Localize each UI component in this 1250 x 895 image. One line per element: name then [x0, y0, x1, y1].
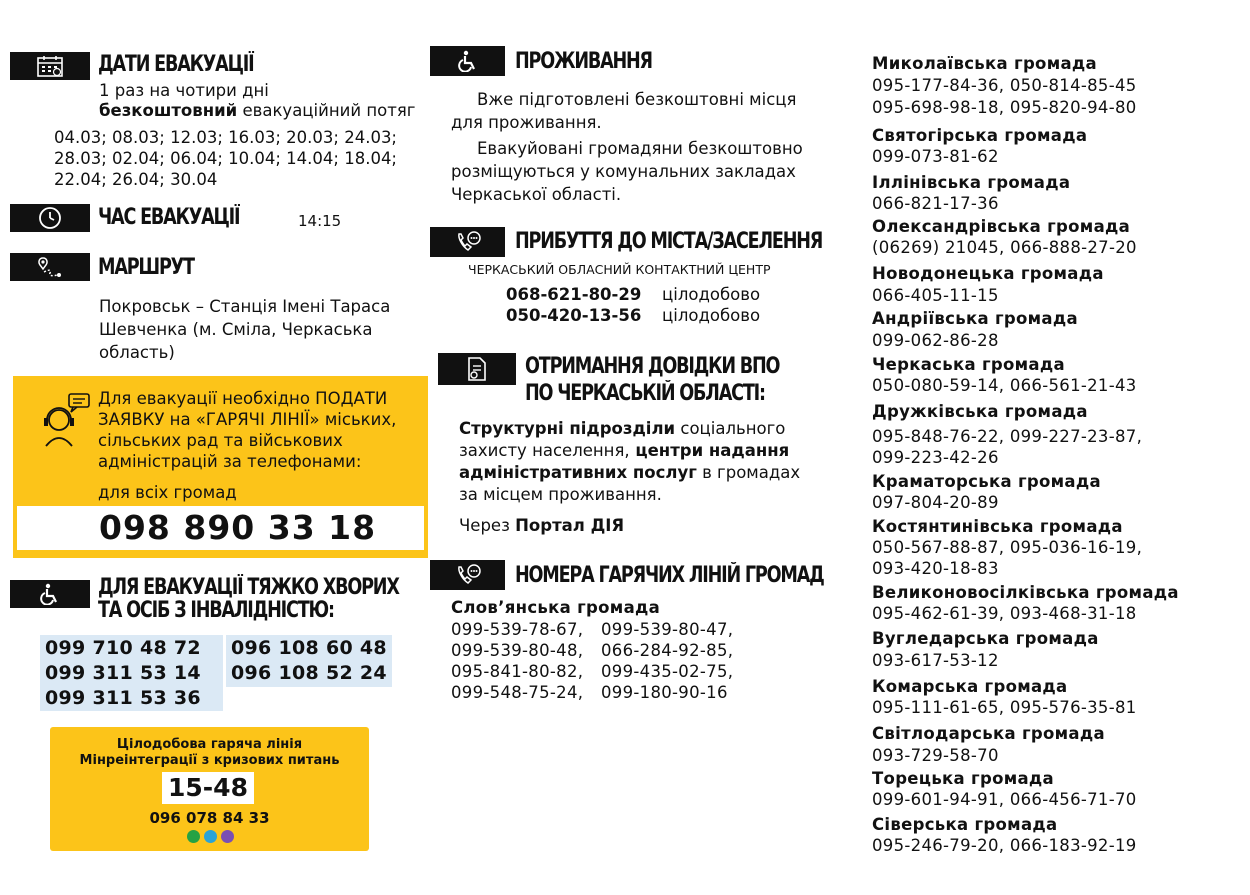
idp-line-1: [459, 418, 785, 440]
messenger-icons: [184, 830, 236, 844]
arrival-phone-1[interactable]: 068-621-80-29: [506, 285, 642, 304]
wheelchair-icon: [457, 50, 479, 72]
route-pin-icon: [36, 256, 64, 278]
whatsapp-icon[interactable]: [187, 830, 200, 843]
main-phone-strip: [17, 506, 424, 550]
document-icon-box: [438, 353, 516, 385]
community-phones[interactable]: 093-729-58-70: [872, 746, 999, 765]
viber-icon[interactable]: [221, 830, 234, 843]
dates-list-3: 22.04; 26.04; 30.04: [54, 170, 218, 189]
idp-protection: захисту населення,: [459, 441, 630, 460]
route-icon-box: [10, 253, 90, 281]
community-phones[interactable]: 095-462-61-39, 093-468-31-18: [872, 604, 1137, 623]
community-name: Іллінівська громада: [872, 173, 1071, 192]
free-label: безкоштовний: [99, 101, 238, 120]
sloviansk-phone[interactable]: 099-180-90-16: [601, 683, 728, 702]
wheelchair-icon: [39, 583, 61, 605]
calendar-icon: [36, 55, 64, 77]
community-name: Краматорська громада: [872, 472, 1101, 491]
dates-list-2: 28.03; 02.04; 06.04; 10.04; 14.04; 18.04;: [54, 149, 397, 168]
call-center-icon: [33, 390, 95, 450]
sloviansk-phone[interactable]: 099-435-02-75,: [601, 662, 734, 681]
phone-chat-icon: [454, 563, 482, 587]
community-phones[interactable]: 095-177-84-36, 050-814-85-45: [872, 76, 1137, 95]
idp-title-2: ПО ЧЕРКАСЬКІЙ ОБЛАСТІ:: [525, 381, 765, 406]
community-phones[interactable]: 066-405-11-15: [872, 286, 999, 305]
idp-centers: центри надання: [629, 441, 790, 460]
community-phones[interactable]: 093-617-53-12: [872, 651, 999, 670]
community-name: Комарська громада: [872, 677, 1068, 696]
community-name: Світлодарська громада: [872, 724, 1105, 743]
idp-line-2: [459, 440, 789, 462]
idp-line-4: за місцем проживання.: [459, 485, 662, 504]
community-name: Новодонецька громада: [872, 264, 1104, 283]
clock-icon: [38, 206, 62, 230]
arrival-note-2: цілодобово: [662, 306, 761, 325]
route-title: МАРШРУТ: [98, 255, 194, 280]
community-name: Костянтинівська громада: [872, 517, 1123, 536]
idp-structural-units: Структурні підрозділи: [459, 419, 676, 438]
telegram-icon[interactable]: [204, 830, 217, 843]
idp-diia-line: [459, 515, 624, 537]
contact-center-name: ЧЕРКАСЬКИЙ ОБЛАСНИЙ КОНТАКТНИЙ ЦЕНТР: [468, 262, 771, 277]
community-name: Вугледарська громада: [872, 629, 1099, 648]
arrival-title: ПРИБУТТЯ ДО МІСТА/ЗАСЕЛЕННЯ: [515, 229, 823, 254]
sloviansk-phone[interactable]: 095-841-80-82,: [451, 662, 584, 681]
idp-social: соціального: [675, 419, 786, 438]
housing-line-1: Вже підготовлені безкоштовні місця: [477, 90, 797, 109]
community-phones[interactable]: 095-698-98-18, 095-820-94-80: [872, 98, 1137, 117]
idp-title-1: ОТРИМАННЯ ДОВІДКИ ВПО: [525, 354, 780, 379]
arrival-note-1: цілодобово: [662, 285, 761, 304]
application-box: [13, 376, 428, 558]
disabled-phone-5[interactable]: 096 108 52 24: [231, 662, 387, 684]
community-name: Святогірська громада: [872, 126, 1088, 145]
community-phones[interactable]: 093-420-18-83: [872, 559, 999, 578]
route-line-2: Шевченка (м. Сміла, Черкаська: [99, 320, 373, 339]
hotline-box: [50, 727, 369, 851]
community-name: Сіверська громада: [872, 815, 1058, 834]
community-name: Миколаївська громада: [872, 54, 1097, 73]
community-phones[interactable]: 099-223-42-26: [872, 448, 999, 467]
community-phones[interactable]: 099-073-81-62: [872, 147, 999, 166]
idp-communities: в громадах: [696, 463, 801, 482]
community-phones[interactable]: (06269) 21045, 066-888-27-20: [872, 238, 1137, 257]
disabled-phones-left: [40, 635, 223, 711]
community-phones[interactable]: 097-804-20-89: [872, 493, 999, 512]
main-phone-number[interactable]: 098 890 33 18: [99, 508, 377, 547]
dates-train-line: [99, 100, 415, 122]
hotline-phone[interactable]: 096 078 84 33: [149, 809, 270, 827]
application-line-1: Для евакуації необхідно ПОДАТИ: [98, 389, 388, 408]
housing-line-2: для проживання.: [451, 113, 602, 132]
community-phones[interactable]: 050-080-59-14, 066-561-21-43: [872, 376, 1137, 395]
sloviansk-phone[interactable]: 099-548-75-24,: [451, 683, 584, 702]
time-value: 14:15: [298, 212, 342, 230]
sloviansk-phone[interactable]: 099-539-80-47,: [601, 620, 734, 639]
short-number[interactable]: 15-48: [162, 772, 254, 804]
idp-via: Через: [459, 516, 516, 535]
sloviansk-phone[interactable]: 099-539-80-48,: [451, 641, 584, 660]
community-name: Великоновосілківська громада: [872, 583, 1179, 602]
phone-icon-box-2: [430, 560, 505, 590]
idp-admin-services: адміністративних послуг: [459, 463, 697, 482]
hotline-line-1: Цілодобова гаряча лінія: [116, 737, 303, 752]
diia-portal-link[interactable]: Портал ДІЯ: [515, 516, 625, 535]
community-phones[interactable]: 099-062-86-28: [872, 331, 999, 350]
community-phones[interactable]: 099-601-94-91, 066-456-71-70: [872, 790, 1137, 809]
disabled-phone-1[interactable]: 099 710 48 72: [45, 637, 201, 659]
disabled-phone-4[interactable]: 096 108 60 48: [231, 637, 387, 659]
calendar-icon-box: [10, 52, 90, 80]
idp-line-3: [459, 462, 800, 484]
community-name: Андріївська громада: [872, 309, 1078, 328]
housing-line-4: розміщуються у комунальних закладах: [451, 162, 796, 181]
housing-line-5: Черкаської області.: [451, 185, 622, 204]
dates-frequency: 1 раз на чотири дні: [99, 81, 269, 100]
time-title: ЧАС ЕВАКУАЦІЇ: [98, 205, 240, 230]
application-line-4: адміністрацій за телефонами:: [98, 452, 362, 471]
all-communities-label: для всіх громад: [98, 483, 237, 502]
clock-icon-box: [10, 204, 90, 232]
community-phones[interactable]: 095-246-79-20, 066-183-92-19: [872, 836, 1137, 855]
application-line-2: ЗАЯВКУ на «ГАРЯЧІ ЛІНІЇ» міських,: [98, 410, 397, 429]
document-check-icon: [465, 356, 489, 382]
community-name-sloviansk: Слов’янська громада: [451, 598, 661, 617]
sloviansk-phone[interactable]: 099-539-78-67,: [451, 620, 584, 639]
community-name: Олександрівська громада: [872, 217, 1131, 236]
community-name: Торецька громада: [872, 769, 1054, 788]
wheelchair-icon-box-2: [430, 46, 505, 76]
arrival-phone-2[interactable]: 050-420-13-56: [506, 306, 642, 325]
community-name: Черкаська громада: [872, 355, 1065, 374]
disabled-phone-2[interactable]: 099 311 53 14: [45, 662, 201, 684]
housing-line-3: Евакуйовані громадяни безкоштовно: [477, 139, 803, 158]
wheelchair-icon-box-1: [10, 580, 90, 608]
community-phones[interactable]: 066-821-17-36: [872, 194, 999, 213]
community-name: Дружківська громада: [872, 402, 1088, 421]
community-phones[interactable]: 095-111-61-65, 095-576-35-81: [872, 698, 1137, 717]
hotlines-title: НОМЕРА ГАРЯЧИХ ЛІНІЙ ГРОМАД: [515, 563, 824, 588]
community-phones[interactable]: 050-567-88-87, 095-036-16-19,: [872, 538, 1143, 557]
application-line-3: сільських рад та військових: [98, 431, 343, 450]
dates-title: ДАТИ ЕВАКУАЦІЇ: [98, 52, 254, 77]
housing-title: ПРОЖИВАННЯ: [515, 49, 652, 74]
disabled-phones-right: [226, 635, 392, 687]
disabled-phone-3[interactable]: 099 311 53 36: [45, 687, 201, 709]
dates-list-1: 04.03; 08.03; 12.03; 16.03; 20.03; 24.03;: [54, 128, 397, 147]
hotline-line-2: Мінреінтеграції з кризових питань: [79, 753, 340, 768]
sloviansk-phone[interactable]: 066-284-92-85,: [601, 641, 734, 660]
route-line-3: область): [99, 343, 175, 362]
train-label: евакуаційний потяг: [237, 101, 416, 120]
community-phones[interactable]: 095-848-76-22, 099-227-23-87,: [872, 427, 1143, 446]
phone-icon-box-1: [430, 227, 505, 257]
route-line-1: Покровськ – Станція Імені Тараса: [99, 297, 391, 316]
phone-chat-icon: [454, 230, 482, 254]
disabled-title-2: ТА ОСІБ З ІНВАЛІДНІСТЮ:: [98, 598, 334, 623]
disabled-title-1: ДЛЯ ЕВАКУАЦІЇ ТЯЖКО ХВОРИХ: [98, 575, 399, 600]
